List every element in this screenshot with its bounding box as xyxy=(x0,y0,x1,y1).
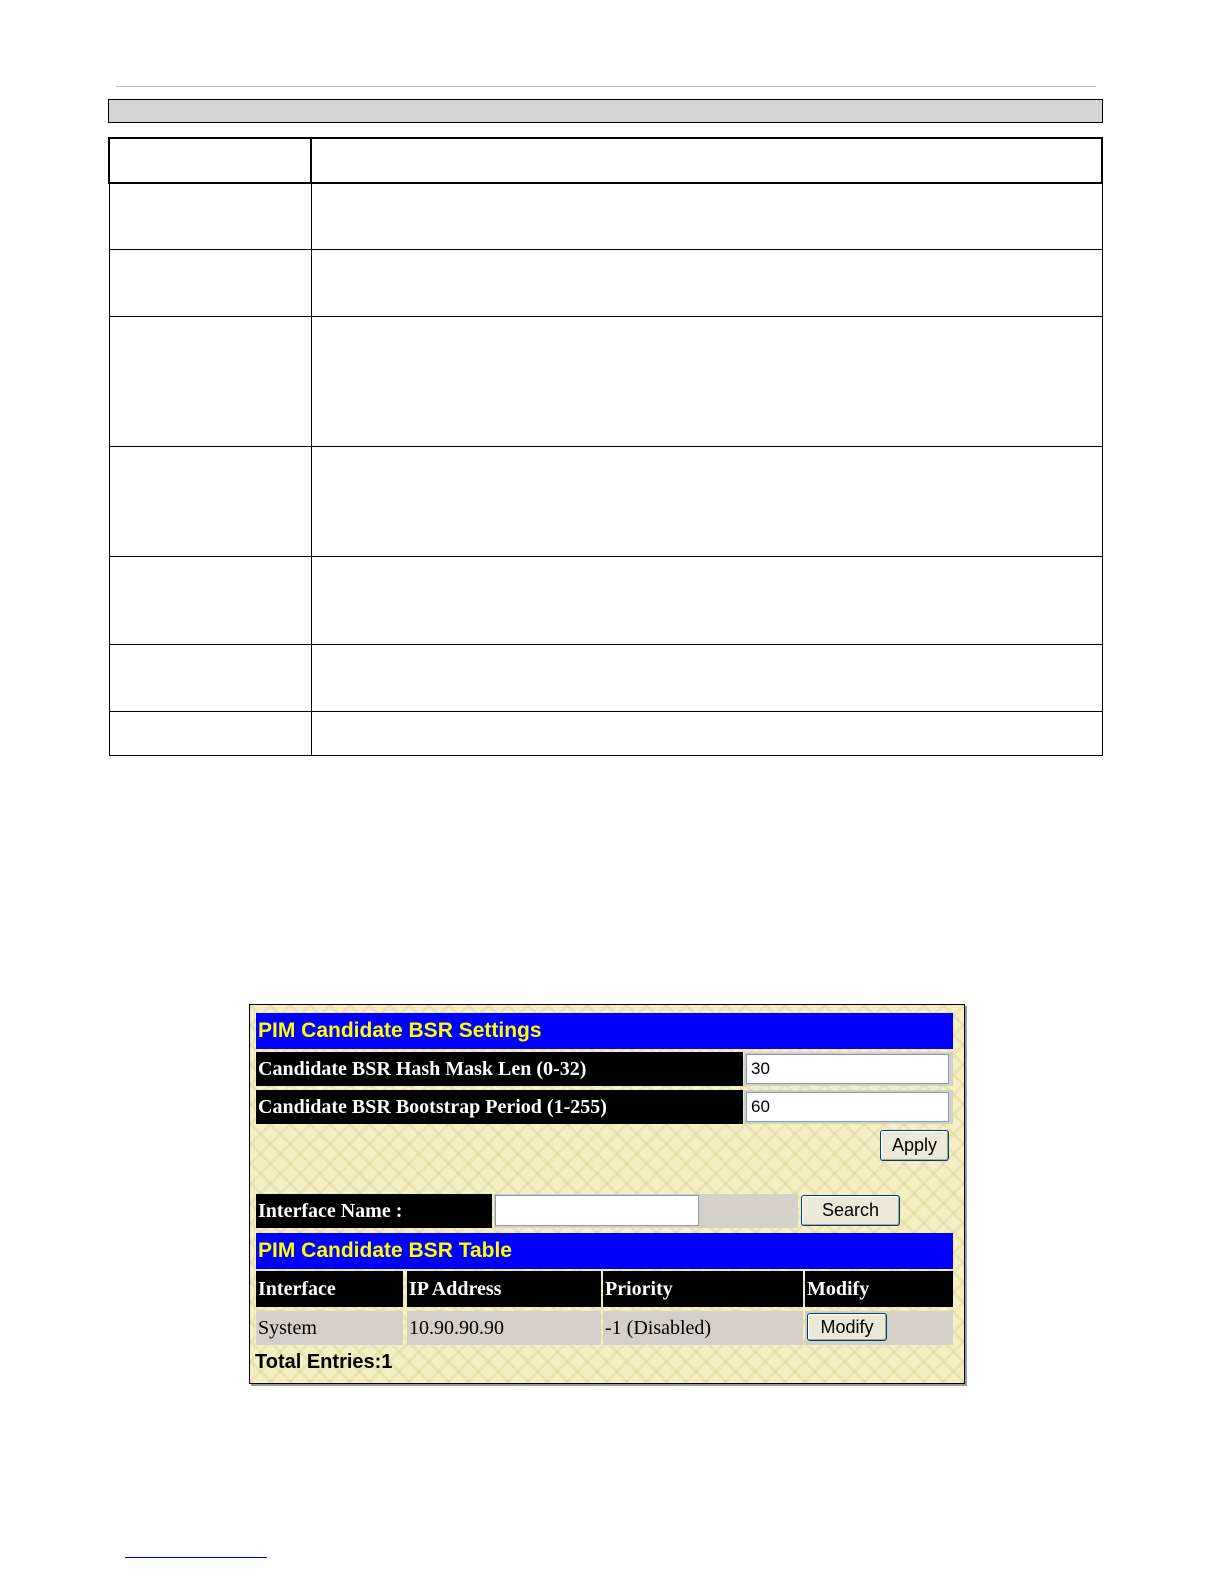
interface-name-input[interactable] xyxy=(495,1195,699,1226)
search-button[interactable]: Search xyxy=(801,1195,900,1226)
table-row xyxy=(109,316,1102,446)
table-title-bar xyxy=(108,99,1103,123)
settings-title: PIM Candidate BSR Settings xyxy=(256,1013,953,1049)
bootstrap-period-label: Candidate BSR Bootstrap Period (1-255) xyxy=(256,1090,743,1124)
hash-mask-input[interactable]: 30 xyxy=(746,1054,949,1084)
header-rule xyxy=(116,86,1096,87)
column-header-interface: Interface xyxy=(256,1271,403,1307)
table-row xyxy=(109,249,1102,316)
cell-interface: System xyxy=(256,1311,403,1345)
apply-button[interactable]: Apply xyxy=(880,1130,949,1161)
column-header-ip-address: IP Address xyxy=(407,1271,601,1307)
hash-mask-label: Candidate BSR Hash Mask Len (0-32) xyxy=(256,1052,743,1086)
table-row xyxy=(109,183,1102,249)
modify-button[interactable]: Modify xyxy=(807,1313,887,1341)
column-header-modify: Modify xyxy=(805,1271,953,1307)
pim-candidate-bsr-panel xyxy=(249,1004,965,1384)
interface-name-label: Interface Name : xyxy=(256,1194,492,1228)
cell-priority: -1 (Disabled) xyxy=(603,1311,803,1345)
table-row xyxy=(109,138,1102,183)
column-header-priority: Priority xyxy=(603,1271,803,1307)
table-row xyxy=(109,711,1102,755)
table-row xyxy=(109,556,1102,644)
parameter-table xyxy=(108,137,1103,756)
bootstrap-period-input[interactable]: 60 xyxy=(746,1092,949,1122)
total-entries: Total Entries:1 xyxy=(255,1351,393,1373)
table-row xyxy=(109,446,1102,556)
footer-link-underline xyxy=(125,1557,267,1558)
table-row xyxy=(109,644,1102,711)
cell-ip-address: 10.90.90.90 xyxy=(407,1311,601,1345)
table-title: PIM Candidate BSR Table xyxy=(256,1233,953,1269)
